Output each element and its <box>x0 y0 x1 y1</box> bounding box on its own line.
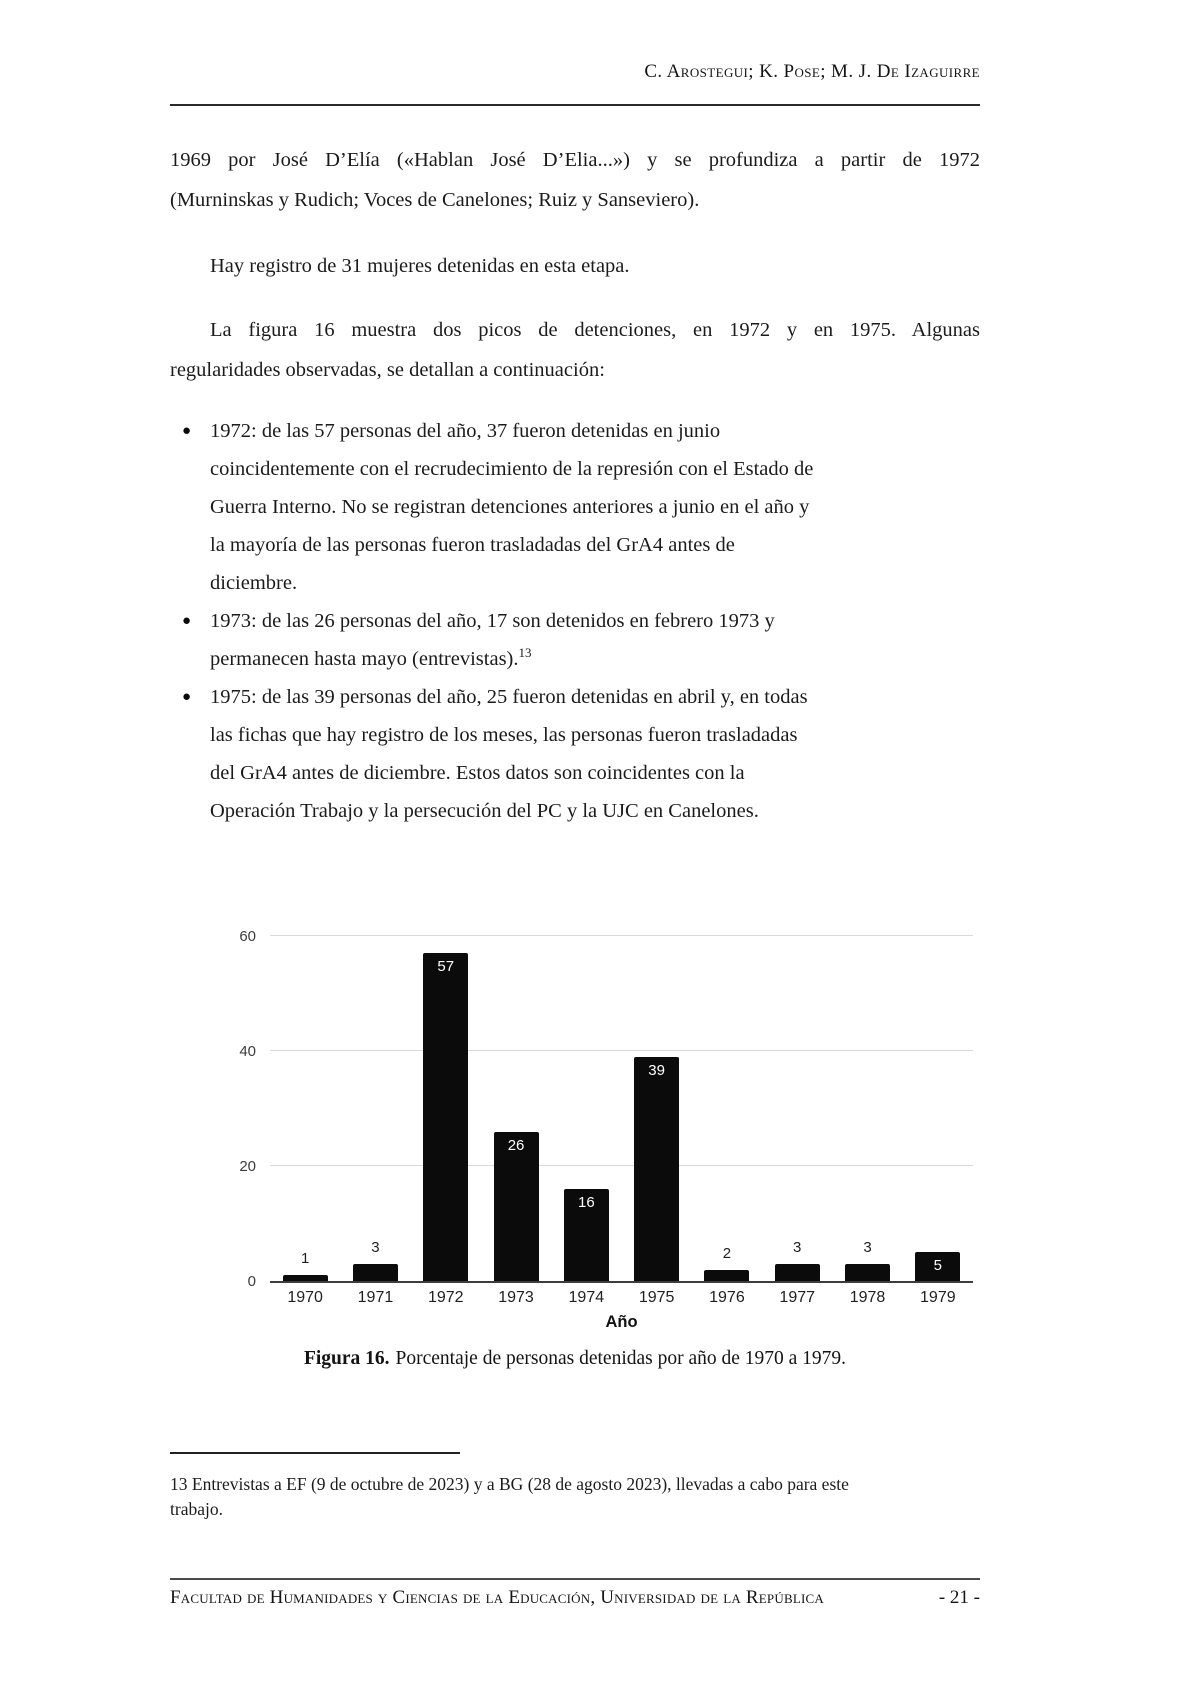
x-tick-label: 1972 <box>427 1289 464 1306</box>
bar-slot <box>340 936 410 1281</box>
bar-slot <box>762 936 832 1281</box>
bar-value-label: 3 <box>371 1238 380 1256</box>
paragraph-line: regularidades observadas, se detallan a continuación: <box>170 359 605 381</box>
bar-value-label: 39 <box>648 1061 665 1079</box>
footer-institution: Facultad de Humanidades y Ciencias de la Educación, Universidad de la República <box>170 1587 824 1608</box>
footnote-block <box>170 1452 980 1522</box>
bar-value-label: 2 <box>722 1244 732 1262</box>
x-tick-label: 1974 <box>568 1289 605 1306</box>
x-tick-label: 1977 <box>779 1289 816 1306</box>
bullet-marker: ● <box>182 689 192 705</box>
y-tick-label: 20 <box>239 1158 256 1175</box>
x-tick-label: 1973 <box>498 1289 534 1306</box>
footer-row <box>170 1587 980 1609</box>
x-tick-label: 1975 <box>638 1289 675 1306</box>
header-rule <box>170 104 980 106</box>
bar-value-label: 3 <box>793 1238 802 1256</box>
paragraph-intro <box>170 140 980 220</box>
bar-slot <box>481 936 551 1281</box>
chart-plot <box>239 928 973 1290</box>
x-axis-line <box>270 1281 973 1283</box>
bar <box>423 953 468 1281</box>
bar-slot <box>551 936 621 1281</box>
bar <box>845 1264 890 1281</box>
bar <box>353 1264 398 1281</box>
paragraph-figura <box>170 310 980 390</box>
bar-value-label: 5 <box>933 1257 942 1275</box>
bar <box>704 1270 749 1282</box>
figure-16-chart <box>170 928 980 1370</box>
bar-value-label: 26 <box>507 1136 525 1154</box>
bar-slot <box>832 936 902 1281</box>
footnote-line: 13 Entrevistas a EF (9 de octubre de 2023) y a BG (28 de agosto 2023), llevadas a cabo para este <box>170 1474 849 1494</box>
x-tick-label: 1970 <box>287 1289 323 1306</box>
bar-slot <box>270 936 340 1281</box>
x-tick-label: 1978 <box>849 1289 886 1306</box>
bullet-line: Guerra Interno. No se registran detenciones anteriores a junio en el año y <box>210 496 810 518</box>
bullet-line: coincidentemente con el recrudecimiento de la represión con el Estado de <box>210 458 814 480</box>
footer-block <box>170 1578 980 1609</box>
footer-rule <box>170 1578 980 1580</box>
bullet-item-1972 <box>170 412 980 602</box>
bar <box>634 1057 679 1281</box>
bullet-item-1973 <box>170 602 980 678</box>
bar <box>283 1275 328 1281</box>
bullet-line: la mayoría de las personas fueron trasladadas del GrA4 antes de <box>210 534 735 556</box>
bullet-line-text: permanecen hasta mayo (entrevistas). <box>210 648 519 670</box>
y-tick-label: 40 <box>239 1043 256 1060</box>
bullet-marker: ● <box>182 613 192 629</box>
x-axis-title: Año <box>605 1313 638 1331</box>
figure-caption <box>170 1348 980 1370</box>
bar-value-label: 16 <box>577 1194 595 1211</box>
footnote-rule <box>170 1452 460 1454</box>
bullet-line: diciembre. <box>210 572 298 594</box>
bullet-line: Operación Trabajo y la persecución del PC y la UJC en Canelones. <box>210 800 759 822</box>
bar-slot <box>621 936 691 1281</box>
footnote-ref: 13 <box>518 645 532 661</box>
paragraph-line: La figura 16 muestra dos picos de detenciones, en 1972 y en 1975. Algunas <box>210 319 980 341</box>
x-tick-label: 1979 <box>920 1289 956 1306</box>
footnote-line: trabajo. <box>170 1499 223 1519</box>
figure-caption-text: Porcentaje de personas detenidas por año de 1970 a 1979. <box>395 1348 847 1369</box>
x-tick-label: 1976 <box>709 1289 745 1306</box>
bullet-line: las fichas que hay registro de los meses, las personas fueron trasladadas <box>210 724 798 746</box>
x-tick-label: 1971 <box>357 1289 394 1306</box>
bullet-text <box>210 602 980 678</box>
paragraph-line: (Murninskas y Rudich; Voces de Canelones; Ruiz y Sanseviero). <box>170 189 700 211</box>
footer-page-number: - 21 - <box>938 1587 980 1608</box>
bars-row <box>270 936 973 1281</box>
y-tick-label: 60 <box>239 928 256 945</box>
bar-slot <box>903 936 973 1281</box>
bullet-text <box>210 678 980 830</box>
bar <box>915 1252 960 1281</box>
bar-value-label: 1 <box>300 1250 310 1268</box>
bullet-line: 1973: de las 26 personas del año, 17 son detenidos en febrero 1973 y <box>210 610 775 632</box>
y-tick-label: 0 <box>247 1273 256 1290</box>
chart-xlabels <box>270 1289 973 1307</box>
bar-slot <box>411 936 481 1281</box>
bullet-line: 1975: de las 39 personas del año, 25 fueron detenidas en abril y, en todas <box>210 686 808 708</box>
bullet-line <box>210 640 980 678</box>
bullet-line: 1972: de las 57 personas del año, 37 fueron detenidas en junio <box>210 420 721 442</box>
bar-value-label: 57 <box>437 958 455 976</box>
bar <box>775 1264 820 1281</box>
bar <box>564 1189 609 1281</box>
bullet-line: del GrA4 antes de diciembre. Estos datos son coincidentes con la <box>210 762 745 784</box>
bullet-text <box>210 412 980 602</box>
figure-caption-label: Figura 16. <box>303 1348 390 1369</box>
bullet-list <box>170 412 980 830</box>
bar-value-label: 3 <box>863 1238 872 1256</box>
bar <box>494 1132 539 1282</box>
header-authors: C. Arostegui; K. Pose; M. J. De Izaguirre <box>644 61 980 82</box>
paragraph-registro: Hay registro de 31 mujeres detenidas en esta etapa. <box>210 255 630 277</box>
bar-slot <box>692 936 762 1281</box>
paragraph-line: 1969 por José D’Elía («Hablan José D’Elia...») y se profundiza a partir de 1972 <box>170 149 980 171</box>
bullet-marker: ● <box>182 423 192 439</box>
bullet-item-1975 <box>170 678 980 830</box>
